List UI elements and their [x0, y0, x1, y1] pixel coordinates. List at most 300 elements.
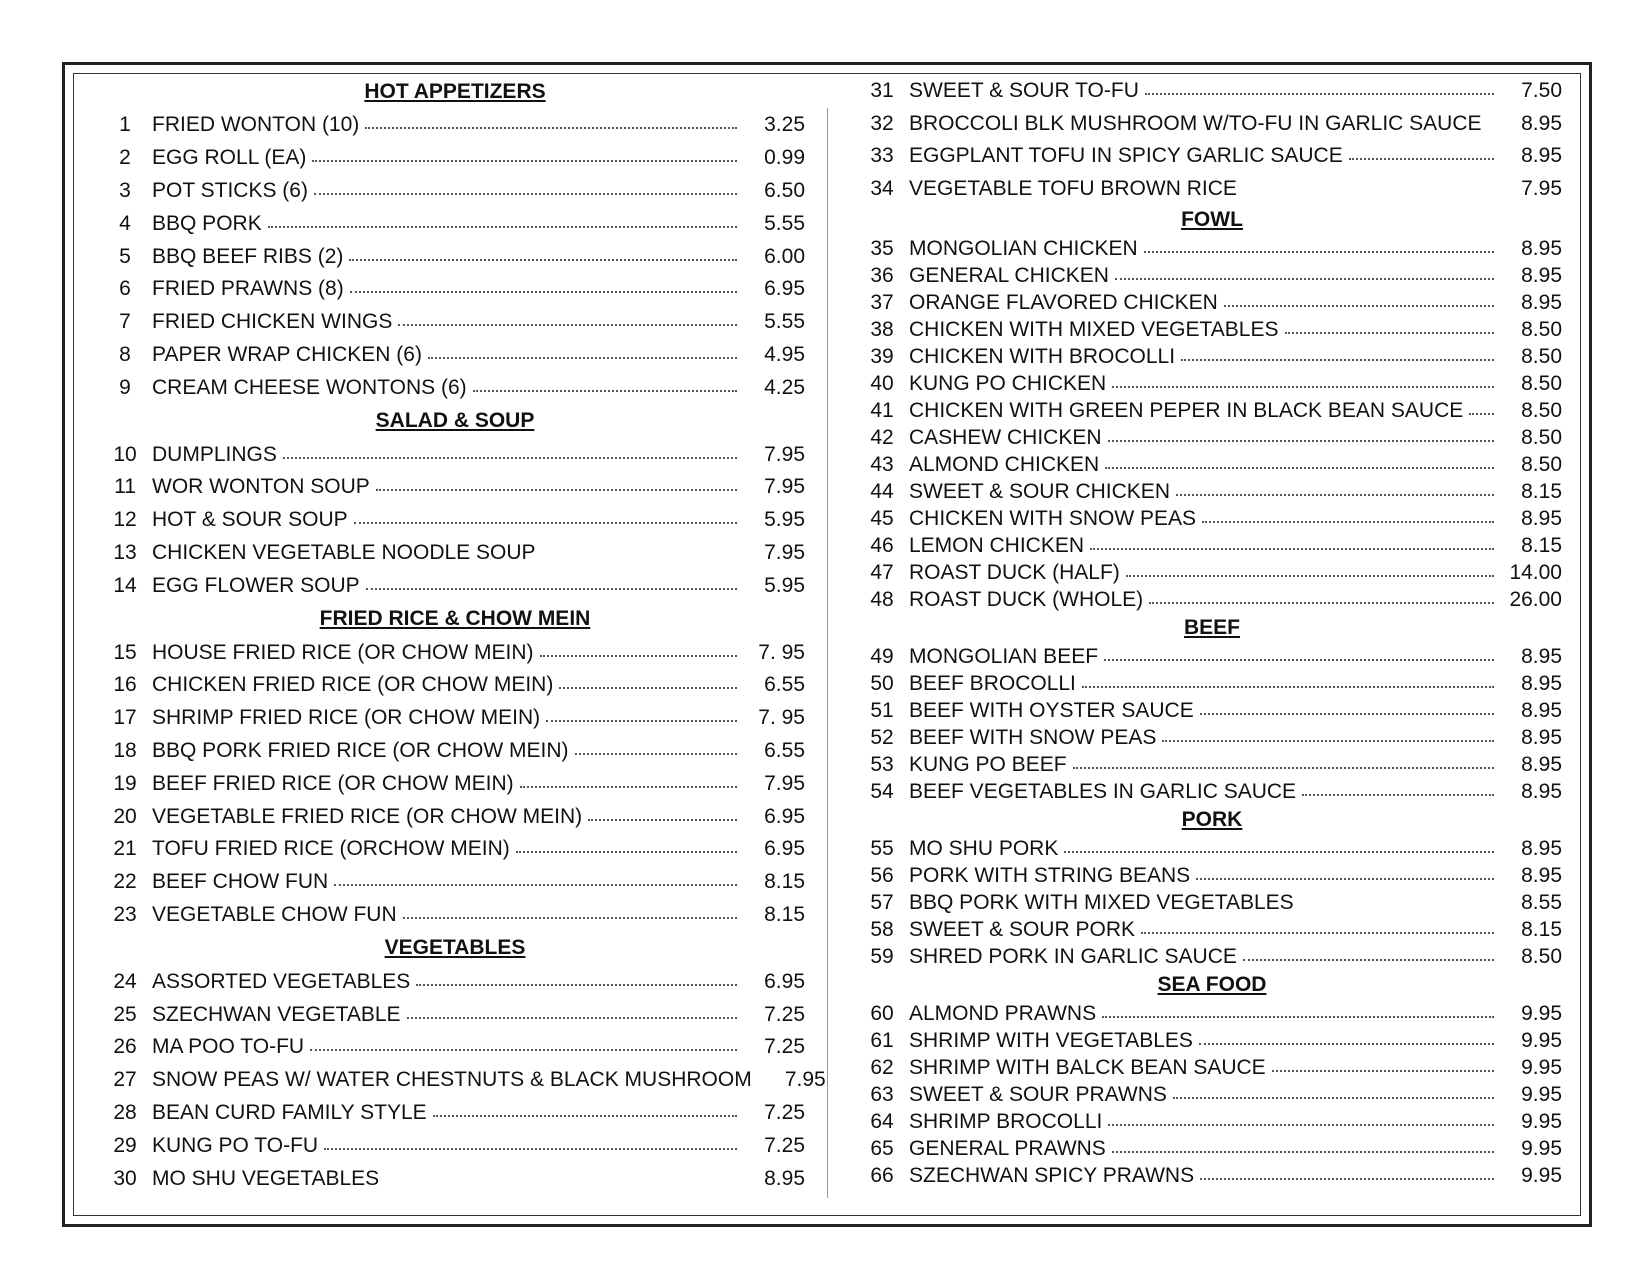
item-name: EGG ROLL (EA)	[152, 146, 307, 170]
menu-item	[105, 866, 805, 899]
menu-item	[862, 424, 1562, 451]
item-price: 8.95	[1521, 144, 1562, 168]
item-name: FRIED CHICKEN WINGS	[152, 310, 393, 334]
item-name: HOUSE FRIED RICE (OR CHOW MEIN)	[152, 640, 534, 664]
dot-leader	[283, 457, 737, 459]
item-price: 8.95	[1521, 263, 1562, 287]
menu-item	[862, 1108, 1562, 1135]
menu-item	[862, 559, 1562, 586]
item-name: BEEF FRIED RICE (OR CHOW MEIN)	[152, 771, 514, 795]
dot-leader	[428, 357, 737, 359]
item-price: 7.25	[764, 1002, 805, 1026]
dot-leader	[1108, 1124, 1494, 1126]
dot-leader	[1200, 1178, 1494, 1180]
item-name: MA POO TO-FU	[152, 1035, 305, 1059]
menu-item	[105, 767, 805, 800]
section-beef	[862, 613, 1562, 805]
dot-leader	[365, 127, 737, 129]
item-price: 8.55	[1521, 890, 1562, 914]
item-name: SZECHWAN SPICY PRAWNS	[909, 1163, 1195, 1187]
menu-item	[105, 438, 805, 471]
item-number: 11	[114, 475, 136, 499]
menu-item	[105, 504, 805, 537]
dot-leader	[1112, 386, 1494, 388]
item-price: 8.50	[1521, 344, 1562, 368]
item-price: 8.95	[1521, 644, 1562, 668]
item-number: 46	[870, 533, 894, 557]
item-name: ROAST DUCK (WHOLE)	[909, 587, 1144, 611]
menu-item	[105, 1097, 805, 1130]
item-name: PORK WITH STRING BEANS	[909, 863, 1191, 887]
dot-leader	[1064, 851, 1494, 853]
item-number: 50	[870, 671, 894, 695]
menu-item	[862, 943, 1562, 970]
item-name: CHICKEN FRIED RICE (OR CHOW MEIN)	[152, 673, 554, 697]
item-name: SWEET & SOUR CHICKEN	[909, 479, 1170, 503]
item-number: 65	[870, 1136, 894, 1160]
item-price: 7. 95	[758, 706, 805, 730]
section-heading: PORK	[1181, 808, 1243, 831]
item-number: 37	[870, 290, 894, 314]
item-price: 4.25	[764, 375, 805, 399]
item-number: 54	[870, 779, 894, 803]
item-number: 38	[870, 317, 894, 341]
menu-item	[862, 1000, 1562, 1027]
item-price: 8.95	[764, 1166, 805, 1190]
item-name: CASHEW CHICKEN	[909, 425, 1102, 449]
item-price: 7.95	[764, 475, 805, 499]
menu-item	[862, 370, 1562, 397]
item-number: 55	[870, 836, 894, 860]
menu-item	[862, 889, 1562, 916]
dot-leader	[366, 588, 737, 590]
menu-item	[862, 835, 1562, 862]
dot-leader	[1082, 686, 1494, 688]
item-name: EGGPLANT TOFU IN SPICY GARLIC SAUCE	[909, 144, 1343, 168]
item-name: CHICKEN WITH MIXED VEGETABLES	[909, 317, 1279, 341]
item-price: 8.15	[1521, 479, 1562, 503]
item-name: FRIED WONTON (10)	[152, 113, 360, 137]
item-number: 27	[113, 1068, 137, 1092]
item-price: 5.95	[764, 573, 805, 597]
item-price: 9.95	[1521, 1109, 1562, 1133]
dot-leader	[540, 655, 738, 657]
item-name: ROAST DUCK (HALF)	[909, 560, 1120, 584]
item-number: 34	[870, 176, 894, 200]
item-number: 5	[119, 244, 131, 268]
menu-item	[105, 1162, 805, 1195]
item-price: 6.55	[764, 673, 805, 697]
item-name: DUMPLINGS	[152, 442, 277, 466]
dot-leader	[1112, 1151, 1494, 1153]
item-name: VEGETABLE TOFU BROWN RICE	[909, 176, 1237, 200]
item-price: 7.50	[1521, 79, 1562, 103]
menu-item	[105, 702, 805, 735]
item-number: 30	[113, 1166, 137, 1190]
item-number: 8	[119, 342, 131, 366]
item-number: 7	[119, 310, 131, 334]
item-number: 35	[870, 236, 894, 260]
menu-item	[862, 75, 1562, 108]
section-fowl	[862, 205, 1562, 613]
item-price: 7.95	[764, 442, 805, 466]
item-number: 6	[119, 277, 131, 301]
dot-leader	[1104, 659, 1494, 661]
menu-item	[105, 306, 805, 339]
dot-leader	[1224, 305, 1494, 307]
item-name: BROCCOLI BLK MUSHROOM W/TO-FU IN GARLIC SAUCE	[909, 111, 1482, 135]
item-number: 23	[113, 902, 137, 926]
item-number: 10	[113, 442, 137, 466]
item-price: 6.50	[764, 178, 805, 202]
menu-item	[862, 724, 1562, 751]
menu-item	[862, 108, 1562, 141]
section-hot-appetizers	[105, 75, 805, 404]
item-number: 59	[870, 944, 894, 968]
dot-leader	[1173, 1097, 1494, 1099]
item-price: 8.95	[1521, 725, 1562, 749]
item-name: BEAN CURD FAMILY STYLE	[152, 1100, 427, 1124]
dot-leader	[575, 753, 737, 755]
menu-item	[862, 140, 1562, 173]
item-number: 33	[870, 144, 894, 168]
dot-leader	[407, 1017, 737, 1019]
menu-item	[105, 537, 805, 570]
item-number: 2	[119, 146, 131, 170]
item-number: 17	[113, 706, 137, 730]
item-name: CHICKEN WITH BROCOLLI	[909, 344, 1176, 368]
item-name: BEEF WITH OYSTER SAUCE	[909, 698, 1194, 722]
menu-item	[105, 471, 805, 504]
dot-leader	[324, 1148, 737, 1150]
menu-item	[105, 669, 805, 702]
item-price: 5.95	[764, 508, 805, 532]
menu-item	[862, 697, 1562, 724]
menu-item	[105, 569, 805, 602]
menu-item	[105, 833, 805, 866]
menu-item	[105, 339, 805, 372]
item-price: 8.95	[1521, 752, 1562, 776]
item-number: 9	[119, 375, 131, 399]
dot-leader	[559, 687, 737, 689]
item-number: 58	[870, 917, 894, 941]
item-price: 8.50	[1521, 944, 1562, 968]
menu-item	[105, 800, 805, 833]
menu-item	[862, 586, 1562, 613]
dot-leader	[588, 819, 737, 821]
dot-leader	[1285, 332, 1495, 334]
section-heading: HOT APPETIZERS	[364, 80, 546, 103]
menu-item	[862, 262, 1562, 289]
item-number: 31	[870, 79, 894, 103]
item-name: ORANGE FLAVORED CHICKEN	[909, 290, 1218, 314]
item-number: 4	[119, 211, 131, 235]
item-name: VEGETABLE FRIED RICE (OR CHOW MEIN)	[152, 804, 583, 828]
item-number: 25	[113, 1002, 137, 1026]
item-name: SHRIMP WITH BALCK BEAN SAUCE	[909, 1055, 1266, 1079]
item-number: 39	[870, 344, 894, 368]
menu-item	[862, 1135, 1562, 1162]
item-name: BBQ PORK FRIED RICE (OR CHOW MEIN)	[152, 738, 569, 762]
dot-leader	[1349, 158, 1494, 160]
section-heading: FOWL	[1181, 208, 1243, 231]
item-name: MONGOLIAN BEEF	[909, 644, 1099, 668]
dot-leader	[520, 786, 737, 788]
item-number: 51	[870, 698, 894, 722]
dot-leader	[1196, 878, 1494, 880]
item-number: 28	[113, 1100, 137, 1124]
item-name: WOR WONTON SOUP	[152, 475, 370, 499]
item-number: 47	[870, 560, 894, 584]
menu-item	[862, 343, 1562, 370]
item-price: 5.55	[764, 310, 805, 334]
item-number: 60	[870, 1001, 894, 1025]
item-price: 9.95	[1521, 1082, 1562, 1106]
menu-item	[105, 273, 805, 306]
dot-leader	[433, 1115, 737, 1117]
item-price: 7.25	[764, 1035, 805, 1059]
menu-item	[105, 735, 805, 768]
section-vegetables	[105, 931, 826, 1195]
menu-item	[862, 916, 1562, 943]
item-name: MO SHU PORK	[909, 836, 1059, 860]
item-number: 66	[870, 1163, 894, 1187]
item-number: 3	[119, 178, 131, 202]
item-name: MO SHU VEGETABLES	[152, 1166, 380, 1190]
menu-item	[105, 636, 805, 669]
item-number: 36	[870, 263, 894, 287]
item-number: 40	[870, 371, 894, 395]
menu-item	[862, 173, 1562, 206]
item-name: SHRIMP BROCOLLI	[909, 1109, 1103, 1133]
item-name: BEEF WITH SNOW PEAS	[909, 725, 1157, 749]
menu-item	[105, 207, 805, 240]
menu-item	[862, 1081, 1562, 1108]
item-number: 16	[113, 673, 137, 697]
section-vegetables-continued	[862, 75, 1562, 205]
menu-item	[862, 316, 1562, 343]
menu-item	[105, 998, 805, 1031]
item-name: SWEET & SOUR PRAWNS	[909, 1082, 1167, 1106]
item-name: KUNG PO TO-FU	[152, 1133, 319, 1157]
section-heading: VEGETABLES	[384, 936, 526, 960]
section-pork	[862, 805, 1562, 970]
item-number: 32	[870, 111, 894, 135]
item-price: 9.95	[1521, 1001, 1562, 1025]
menu-item	[862, 1162, 1562, 1189]
item-number: 21	[113, 837, 137, 861]
dot-leader	[1200, 713, 1494, 715]
dot-leader	[416, 984, 737, 986]
menu-item	[862, 451, 1562, 478]
dot-leader	[349, 259, 737, 261]
item-price: 8.50	[1521, 371, 1562, 395]
section-heading: SALAD & SOUP	[375, 409, 535, 433]
dot-leader	[314, 193, 737, 195]
item-price: 14.00	[1509, 560, 1562, 584]
item-price: 7.95	[764, 540, 805, 564]
item-price: 8.15	[1521, 533, 1562, 557]
item-number: 64	[870, 1109, 894, 1133]
item-number: 19	[113, 771, 137, 795]
menu-item	[105, 1129, 805, 1162]
item-price: 6.95	[764, 277, 805, 301]
item-number: 20	[113, 804, 137, 828]
dot-leader	[1469, 413, 1494, 415]
item-name: SNOW PEAS W/ WATER CHESTNUTS & BLACK MUSHROOM	[152, 1068, 752, 1092]
dot-leader	[334, 884, 737, 886]
item-name: MONGOLIAN CHICKEN	[909, 236, 1138, 260]
item-price: 8.50	[1521, 398, 1562, 422]
item-name: TOFU FRIED RICE (ORCHOW MEIN)	[152, 837, 510, 861]
dot-leader	[1073, 767, 1494, 769]
item-number: 45	[870, 506, 894, 530]
item-price: 7.25	[764, 1100, 805, 1124]
item-price: 8.50	[1521, 425, 1562, 449]
item-price: 4.95	[764, 342, 805, 366]
item-number: 18	[113, 738, 137, 762]
section-sea-food	[862, 970, 1562, 1189]
item-price: 7.25	[764, 1133, 805, 1157]
menu-item	[105, 1064, 826, 1097]
item-number: 48	[870, 587, 894, 611]
item-name: ALMOND PRAWNS	[909, 1001, 1097, 1025]
dot-leader	[310, 1049, 737, 1051]
item-name: FRIED PRAWNS (8)	[152, 277, 344, 301]
menu-item	[105, 1031, 805, 1064]
section-heading: FRIED RICE & CHOW MEIN	[319, 607, 591, 631]
item-number: 52	[870, 725, 894, 749]
dot-leader	[403, 917, 737, 919]
dot-leader	[1108, 440, 1494, 442]
item-name: SHRIMP WITH VEGETABLES	[909, 1028, 1193, 1052]
item-price: 8.95	[1521, 671, 1562, 695]
item-number: 1	[119, 113, 131, 137]
item-name: GENERAL PRAWNS	[909, 1136, 1106, 1160]
left-menu-column	[105, 75, 826, 1195]
menu-item	[862, 751, 1562, 778]
item-price: 9.95	[1521, 1163, 1562, 1187]
item-price: 5.55	[764, 211, 805, 235]
item-price: 8.50	[1521, 317, 1562, 341]
right-menu-column	[862, 75, 1562, 1189]
dot-leader	[1272, 1070, 1494, 1072]
item-price: 26.00	[1509, 587, 1562, 611]
item-price: 8.95	[1521, 290, 1562, 314]
item-name: EGG FLOWER SOUP	[152, 573, 360, 597]
menu-item	[862, 505, 1562, 532]
item-name: CHICKEN WITH SNOW PEAS	[909, 506, 1197, 530]
column-divider	[827, 108, 828, 1198]
item-name: ALMOND CHICKEN	[909, 452, 1100, 476]
dot-leader	[1126, 575, 1494, 577]
item-name: KUNG PO CHICKEN	[909, 371, 1107, 395]
item-number: 13	[113, 540, 137, 564]
item-price: 6.95	[764, 837, 805, 861]
menu-item	[105, 371, 805, 404]
menu-item	[105, 142, 805, 175]
item-name: ASSORTED VEGETABLES	[152, 969, 411, 993]
item-price: 9.95	[1521, 1028, 1562, 1052]
item-number: 53	[870, 752, 894, 776]
dot-leader	[516, 851, 737, 853]
menu-item	[862, 643, 1562, 670]
item-name: HOT & SOUR SOUP	[152, 508, 348, 532]
item-price: 8.95	[1521, 111, 1562, 135]
dot-leader	[1176, 494, 1494, 496]
item-price: 8.95	[1521, 698, 1562, 722]
item-number: 42	[870, 425, 894, 449]
item-price: 6.95	[764, 804, 805, 828]
item-name: SHRED PORK IN GARLIC SAUCE	[909, 944, 1237, 968]
item-name: POT STICKS (6)	[152, 178, 308, 202]
item-name: SHRIMP FRIED RICE (OR CHOW MEIN)	[152, 706, 541, 730]
item-name: BBQ BEEF RIBS (2)	[152, 244, 344, 268]
dot-leader	[398, 324, 737, 326]
dot-leader	[1105, 467, 1494, 469]
item-price: 8.15	[1521, 917, 1562, 941]
item-name: BEEF VEGETABLES IN GARLIC SAUCE	[909, 779, 1297, 803]
menu-item	[105, 175, 805, 208]
dot-leader	[354, 522, 737, 524]
item-number: 62	[870, 1055, 894, 1079]
menu-item	[862, 397, 1562, 424]
item-price: 7.95	[1521, 176, 1562, 200]
item-number: 41	[870, 398, 894, 422]
menu-item	[105, 240, 805, 273]
dot-leader	[546, 720, 737, 722]
item-number: 15	[113, 640, 137, 664]
item-name: CHICKEN VEGETABLE NOODLE SOUP	[152, 540, 536, 564]
item-name: SWEET & SOUR PORK	[909, 917, 1135, 941]
item-price: 9.95	[1521, 1136, 1562, 1160]
item-number: 29	[113, 1133, 137, 1157]
item-name: SWEET & SOUR TO-FU	[909, 79, 1139, 103]
dot-leader	[1145, 93, 1494, 95]
dot-leader	[1115, 278, 1494, 280]
dot-leader	[1243, 959, 1494, 961]
menu-item	[862, 778, 1562, 805]
dot-leader	[1162, 740, 1494, 742]
item-name: BBQ PORK	[152, 211, 262, 235]
item-price: 8.95	[1521, 836, 1562, 860]
menu-item	[105, 965, 805, 998]
item-name: GENERAL CHICKEN	[909, 263, 1109, 287]
dot-leader	[1149, 602, 1494, 604]
menu-item	[862, 289, 1562, 316]
item-name: VEGETABLE CHOW FUN	[152, 902, 397, 926]
menu-item	[862, 1027, 1562, 1054]
menu-item	[862, 478, 1562, 505]
dot-leader	[1302, 794, 1494, 796]
item-number: 22	[113, 870, 137, 894]
item-price: 8.15	[764, 870, 805, 894]
item-price: 7.95	[784, 1068, 826, 1092]
section-heading: SEA FOOD	[1157, 973, 1267, 996]
menu-item	[862, 235, 1562, 262]
section-fried-rice-and-chow-mein	[105, 602, 805, 931]
section-salad-and-soup	[105, 404, 805, 602]
item-name: KUNG PO BEEF	[909, 752, 1067, 776]
item-number: 61	[870, 1028, 894, 1052]
item-number: 49	[870, 644, 894, 668]
item-name: CREAM CHEESE WONTONS (6)	[152, 375, 467, 399]
dot-leader	[1181, 359, 1494, 361]
item-number: 12	[113, 508, 137, 532]
item-name: BEEF BROCOLLI	[909, 671, 1076, 695]
dot-leader	[268, 226, 737, 228]
menu-item	[862, 532, 1562, 559]
